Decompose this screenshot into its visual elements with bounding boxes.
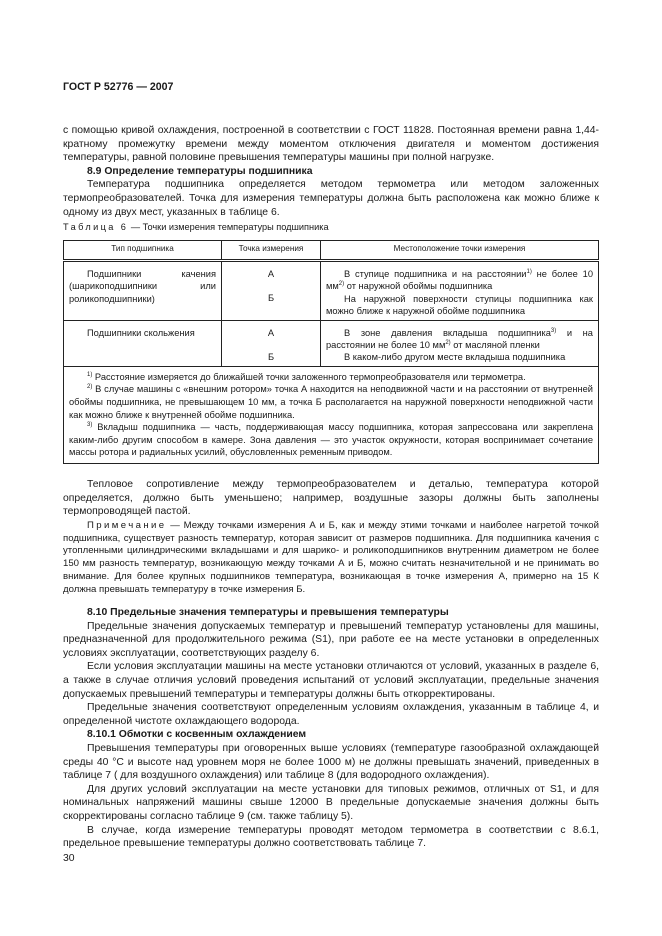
section-8-9-text: Температура подшипника определяется методом термометра или методом заложенных термопреобразователей. Точка для измерения температуры должна быть расположена как можно ближе к одному из двух мест, указанных в таблице 6. [63, 179, 599, 218]
note-label: Примечание [87, 520, 167, 531]
note-text: — Между точками измерения А и Б, как и между этими точками и наиболее нагретой точкой подшипника, существует разность температур, которая зависит от размеров подшипника. Для подшипника качения с утопленными цилиндрическими вкладышами и для шарико- и роликоподшипников внутренним диаметром не более 150 мм разность температур, возникающую между точками А и Б, можно считать незначительной и не принимать во внимание. Для более крупных подшипников температура, возникающая в точке измерения А, примерно на 15 К должна превышать температуру в точке измерения Б. [63, 520, 599, 595]
intro-section [63, 124, 599, 219]
measurement-point: Б [267, 352, 275, 363]
measurement-point: А [267, 269, 275, 279]
thermal-section [63, 478, 599, 519]
paragraph: Для других условий эксплуатации на месте установки для типовых режимов, отличных от S1, и для номинальных напряжений машины свыше 12000 В предельные допускаемые значения должны быть скорректированы согласно таблице 9 (см. также таблицу 5). [63, 783, 599, 822]
table-row [64, 261, 599, 321]
table-row [64, 320, 599, 366]
table-caption [63, 221, 599, 235]
intro-paragraph: с помощью кривой охлаждения, построенной в соответствии с ГОСТ 11828. Постоянная времени равна 1,44-кратному промежутку времени между моментом отключения двигателя и моментом достижения температуры, равной половине превышения температуры машины при полной нагрузке. [63, 125, 599, 164]
paragraph: Предельные значения допускаемых температур и превышений температур установлены для машины, предназначенной для продолжительного режима (S1), при работе ее на месте установки в определенных условиях эксплуатации, соответствующих разделу 6. [63, 620, 599, 659]
paragraph: Предельные значения соответствуют определенным условиям охлаждения, указанным в таблице 4, и определенной чистоте охлаждающего водорода. [63, 702, 599, 727]
table-6 [63, 240, 599, 464]
location-text: В каком-либо другом месте вкладыша подшипника [344, 352, 566, 363]
paragraph: Превышения температуры при оговоренных выше условиях (температуре газообразной охлаждающей среды 40 °С и высоте над уровнем моря не более 1000 м) не должны превышать значений, приведенных в таблице 7 ( для воздушного охлаждения) или таблице 8 (для водородного охлаждения). [63, 742, 599, 782]
location-text: В зоне давления вкладыша подшипника$^{3)}$ и на расстоянии не более 10 $мм^{2)}$ от масляной пленки [326, 327, 593, 351]
column-header: Точка измерения [222, 241, 321, 261]
paragraph: Если условия эксплуатации машины на месте установки отличаются от условий, указанных в разделе 6, а также в случае отличия условий проведения испытаний от условий эксплуатации, предельные значения допускаемых превышений температуры и температуры должны быть откорректированы. [63, 661, 599, 700]
section-8-10-heading: 8.10 Предельные значения температуры и превышения температуры [87, 607, 449, 618]
bearing-type: Подшипники качения (шарикоподшипники или роликоподшипники) [69, 269, 216, 304]
location-text: На наружной поверхности ступицы подшипника как можно ближе к наружной обойме подшипника [326, 293, 593, 317]
page-number: 30 [63, 853, 75, 864]
measurement-point: А [267, 327, 275, 338]
footnote: $^{1)}$ Расстояние измеряется до ближайшей точки заложенного термопреобразователя или термометра. [87, 371, 526, 382]
paragraph: В случае, когда измерение температуры проводят методом термометра в соответствии с 8.6.1, предельное превышение температуры должно соответствовать таблице 7. [63, 824, 599, 850]
thermal-paragraph: Тепловое сопротивление между термопреобразователем и деталью, температура которой определяется, должно быть уменьшено; например, воздушные зазоры должны быть заполнены термопроводящей пастой. [63, 479, 599, 518]
bearing-type: Подшипники скольжения [87, 327, 195, 338]
section-8-10 [63, 606, 599, 851]
measurement-point: Б [267, 293, 275, 304]
column-header: Местоположение точки измерения [321, 241, 599, 261]
column-header: Тип подшипника [64, 241, 222, 261]
table-footnotes-row [64, 366, 599, 463]
footnote: $^{3)}$ Вкладыш подшипника — часть, поддерживающая массу подшипника, которая запрессована или закреплена каким-либо другим способом в камере. Зона давления — это участок окружности, которая воспринимает сочетание массы ротора и радиальных усилий, обусловленных ременным приводом. [69, 422, 593, 458]
footnote: $^{2)}$ В случае машины с «внешним ротором» точка А находится на неподвижной части и на расстоянии от внутренней обоймы подшипника, не превышающем 10 мм, а точка Б располагается на наружной поверхности неподвижной части как можно ближе к внутренней обойме подшипника. [69, 384, 593, 420]
section-8-10-1-heading: 8.10.1 Обмотки с косвенным охлаждением [87, 729, 307, 741]
table-caption-text: — Точки измерения температуры подшипника [128, 222, 329, 232]
document-title: ГОСТ Р 52776 — 2007 [63, 81, 174, 93]
section-8-9-heading: 8.9 Определение температуры подшипника [87, 165, 313, 177]
table-header-row [64, 241, 599, 261]
table-caption-prefix: Таблица 6 [63, 222, 129, 232]
note [63, 520, 599, 596]
location-text: В ступице подшипника и на расстоянии$^{1)}$ не более 10 $мм^{2)}$ от наружной обоймы подшипника [326, 268, 593, 292]
